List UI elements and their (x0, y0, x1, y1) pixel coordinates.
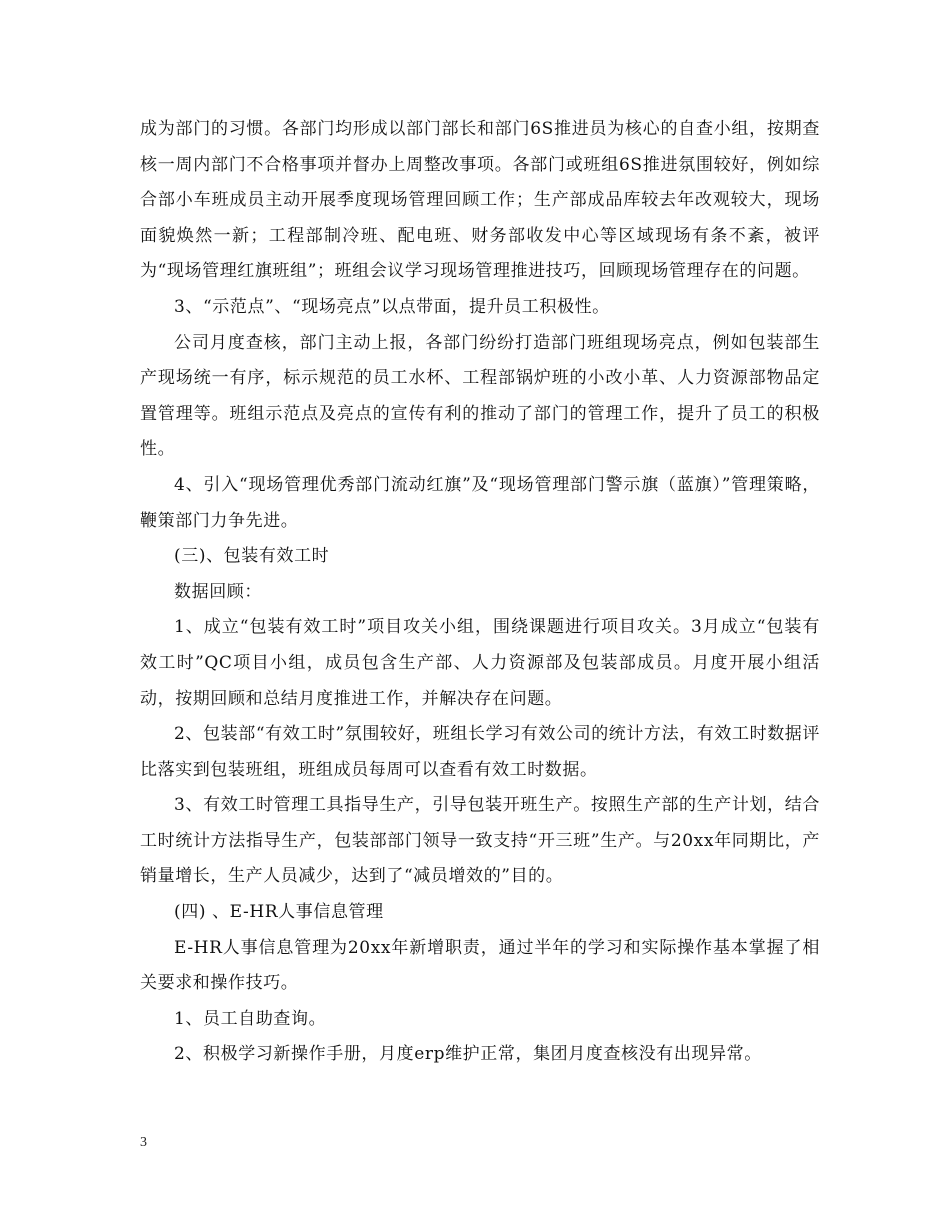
paragraph: 数据回顾： (174, 581, 262, 602)
paragraph: 2、包装部“有效工时”氛围较好，班组长学习有效公司的统计方法，有效工时数据评比落实到包装班组，班组成员每周可以查看有效工时数据。 (140, 724, 820, 780)
paragraph: 3、有效工时管理工具指导生产，引导包装开班生产。按照生产部的生产计划，结合工时统计方法指导生产，包装部部门领导一致支持“开三班”生产。与20xx年同期比，产销量增长，生产人员减少，达到了“减员增效的”目的。 (140, 795, 820, 887)
section-heading: (四) 、E-HR人事信息管理 (174, 902, 384, 923)
paragraph: 1、成立“包装有效工时”项目攻关小组，围绕课题进行项目攻关。3月成立“包装有效工时”QC项目小组，成员包含生产部、人力资源部及包装部成员。月度开展小组活动，按期回顾和总结月度推进工作，并解决存在问题。 (140, 617, 820, 709)
paragraph: E-HR人事信息管理为20xx年新增职责，通过半年的学习和实际操作基本掌握了相关要求和操作技巧。 (140, 937, 820, 994)
paragraph: 2、积极学习新操作手册，月度erp维护正常，集团月度查核没有出现异常。 (174, 1044, 762, 1065)
paragraph: 4、引入“现场管理优秀部门流动红旗”及“现场管理部门警示旗（蓝旗）”管理策略，鞭策部门力争先进。 (140, 474, 820, 531)
page-number: 3 (140, 1135, 147, 1150)
paragraph: 1、员工自助查询。 (174, 1008, 327, 1029)
paragraph: 公司月度查核，部门主动上报，各部门纷纷打造部门班组现场亮点，例如包装部生产现场统一有序，标示规范的员工水杯、工程部锅炉班的小改小革、人力资源部物品定置管理等。班组示范点及亮点的宣传有利的推动了部门的管理工作，提升了员工的积极性。 (140, 332, 820, 460)
document-body (140, 112, 820, 1073)
section-heading: (三)、包装有效工时 (174, 546, 330, 567)
paragraph: 成为部门的习惯。各部门均形成以部门部长和部门6S推进员为核心的自查小组，按期查核一周内部门不合格事项并督办上周整改事项。各部门或班组6S推进氛围较好，例如综合部小车班成员主动开展季度现场管理回顾工作；生产部成品库较去年改观较大，现场面貌焕然一新；工程部制冷班、配电班、财务部收发中心等区域现场有条不紊，被评为“现场管理红旗班组”；班组会议学习现场管理推进技巧，回顾现场管理存在的问题。 (140, 119, 820, 282)
paragraph: 3、“示范点”、“现场亮点”以点带面，提升员工积极性。 (174, 296, 610, 317)
